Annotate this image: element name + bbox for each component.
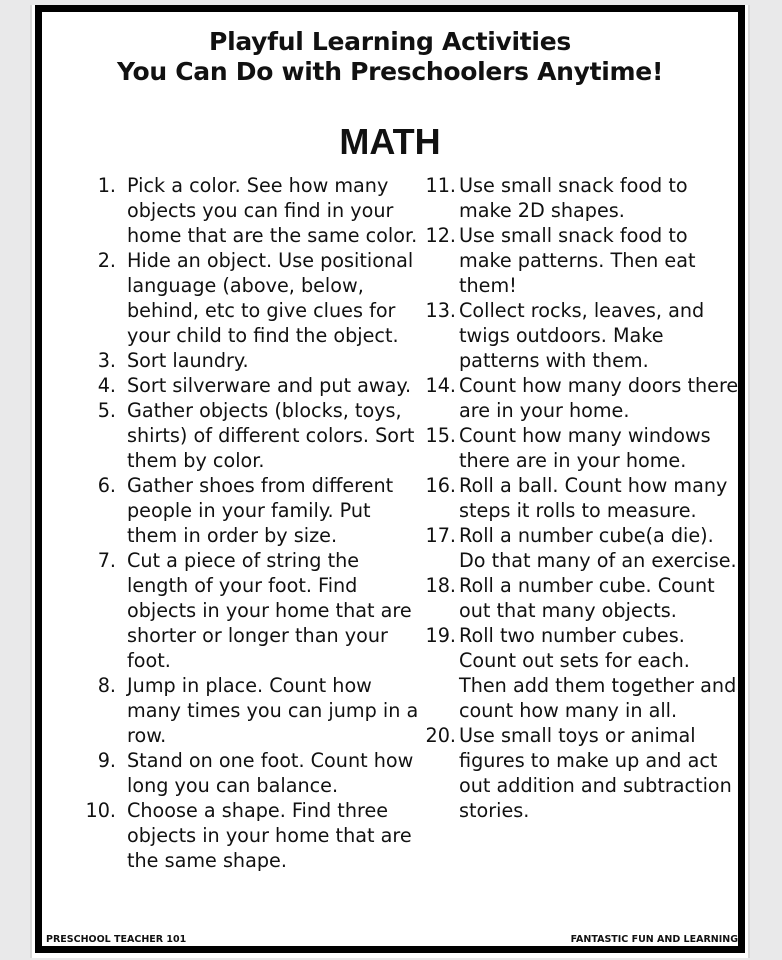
item-number: 7. [97,549,116,572]
list-item [64,248,424,348]
item-text: Sort laundry. [127,349,249,372]
page-title [32,27,748,87]
item-text: Gather objects (blocks, toys, shirts) of different colors. Sort them by color. [127,399,415,472]
title-line-2: You Can Do with Preschoolers Anytime! [116,57,664,86]
list-item [64,548,424,673]
list-item [394,723,740,823]
item-number: 20. [425,724,456,747]
list-item [394,473,740,523]
item-text: Sort silverware and put away. [127,374,412,397]
item-number: 2. [97,249,116,272]
item-text: Choose a shape. Find three objects in your home that are the same shape. [127,799,412,872]
item-number: 17. [425,524,456,547]
list-item [64,173,424,248]
item-text: Use small snack food to make patterns. Then eat them! [459,224,696,297]
list-item [64,798,424,873]
list-item [64,348,424,373]
subject-heading: MATH [339,121,441,162]
item-text: Use small toys or animal figures to make up and act out addition and subtraction stories. [459,724,732,822]
item-text: Jump in place. Count how many times you can jump in a row. [127,674,419,747]
item-text: Gather shoes from different people in your family. Put them in order by size. [127,474,394,547]
item-number: 11. [425,174,456,197]
list-item [394,623,740,723]
list-item [64,398,424,473]
item-number: 15. [425,424,456,447]
list-item [394,423,740,473]
item-number: 13. [425,299,456,322]
title-line-1: Playful Learning Activities [209,27,571,56]
item-text: Hide an object. Use positional language (above, below, behind, etc to give clues for your child to find the object. [127,249,414,347]
item-text: Pick a color. See how many objects you can find in your home that are the same color. [127,174,418,247]
footer-credit-right: FANTASTIC FUN AND LEARNING [570,934,738,945]
list-item [64,473,424,548]
item-number: 18. [425,574,456,597]
activity-list-right [394,173,740,823]
item-number: 6. [97,474,116,497]
list-item [394,173,740,223]
list-item [394,223,740,298]
item-number: 1. [97,174,116,197]
item-text: Use small snack food to make 2D shapes. [459,174,688,222]
item-number: 8. [97,674,116,697]
item-number: 10. [85,799,116,822]
item-text: Cut a piece of string the length of your foot. Find objects in your home that are shorter or longer than your foot. [127,549,412,672]
item-text: Count how many windows there are in your home. [459,424,711,472]
item-text: Count how many doors there are in your home. [459,374,739,422]
item-number: 4. [97,374,116,397]
activity-list-left [64,173,424,873]
item-number: 19. [425,624,456,647]
list-item [64,673,424,748]
list-item [64,373,424,398]
item-number: 14. [425,374,456,397]
list-item [394,523,740,573]
item-number: 12. [425,224,456,247]
item-number: 3. [97,349,116,372]
footer-credit-left: PRESCHOOL TEACHER 101 [46,934,187,945]
item-text: Roll a number cube. Count out that many objects. [459,574,715,622]
item-text: Collect rocks, leaves, and twigs outdoors. Make patterns with them. [459,299,705,372]
worksheet-page [30,5,750,958]
item-number: 16. [425,474,456,497]
item-text: Stand on one foot. Count how long you can balance. [127,749,414,797]
item-number: 9. [97,749,116,772]
item-text: Roll two number cubes. Count out sets for each. Then add them together and count how many in all. [459,624,737,722]
item-text: Roll a ball. Count how many steps it rolls to measure. [459,474,728,522]
list-item [394,298,740,373]
item-text: Roll a number cube(a die). Do that many of an exercise. [459,524,737,572]
list-item [394,373,740,423]
list-item [394,573,740,623]
item-number: 5. [97,399,116,422]
list-item [64,748,424,798]
